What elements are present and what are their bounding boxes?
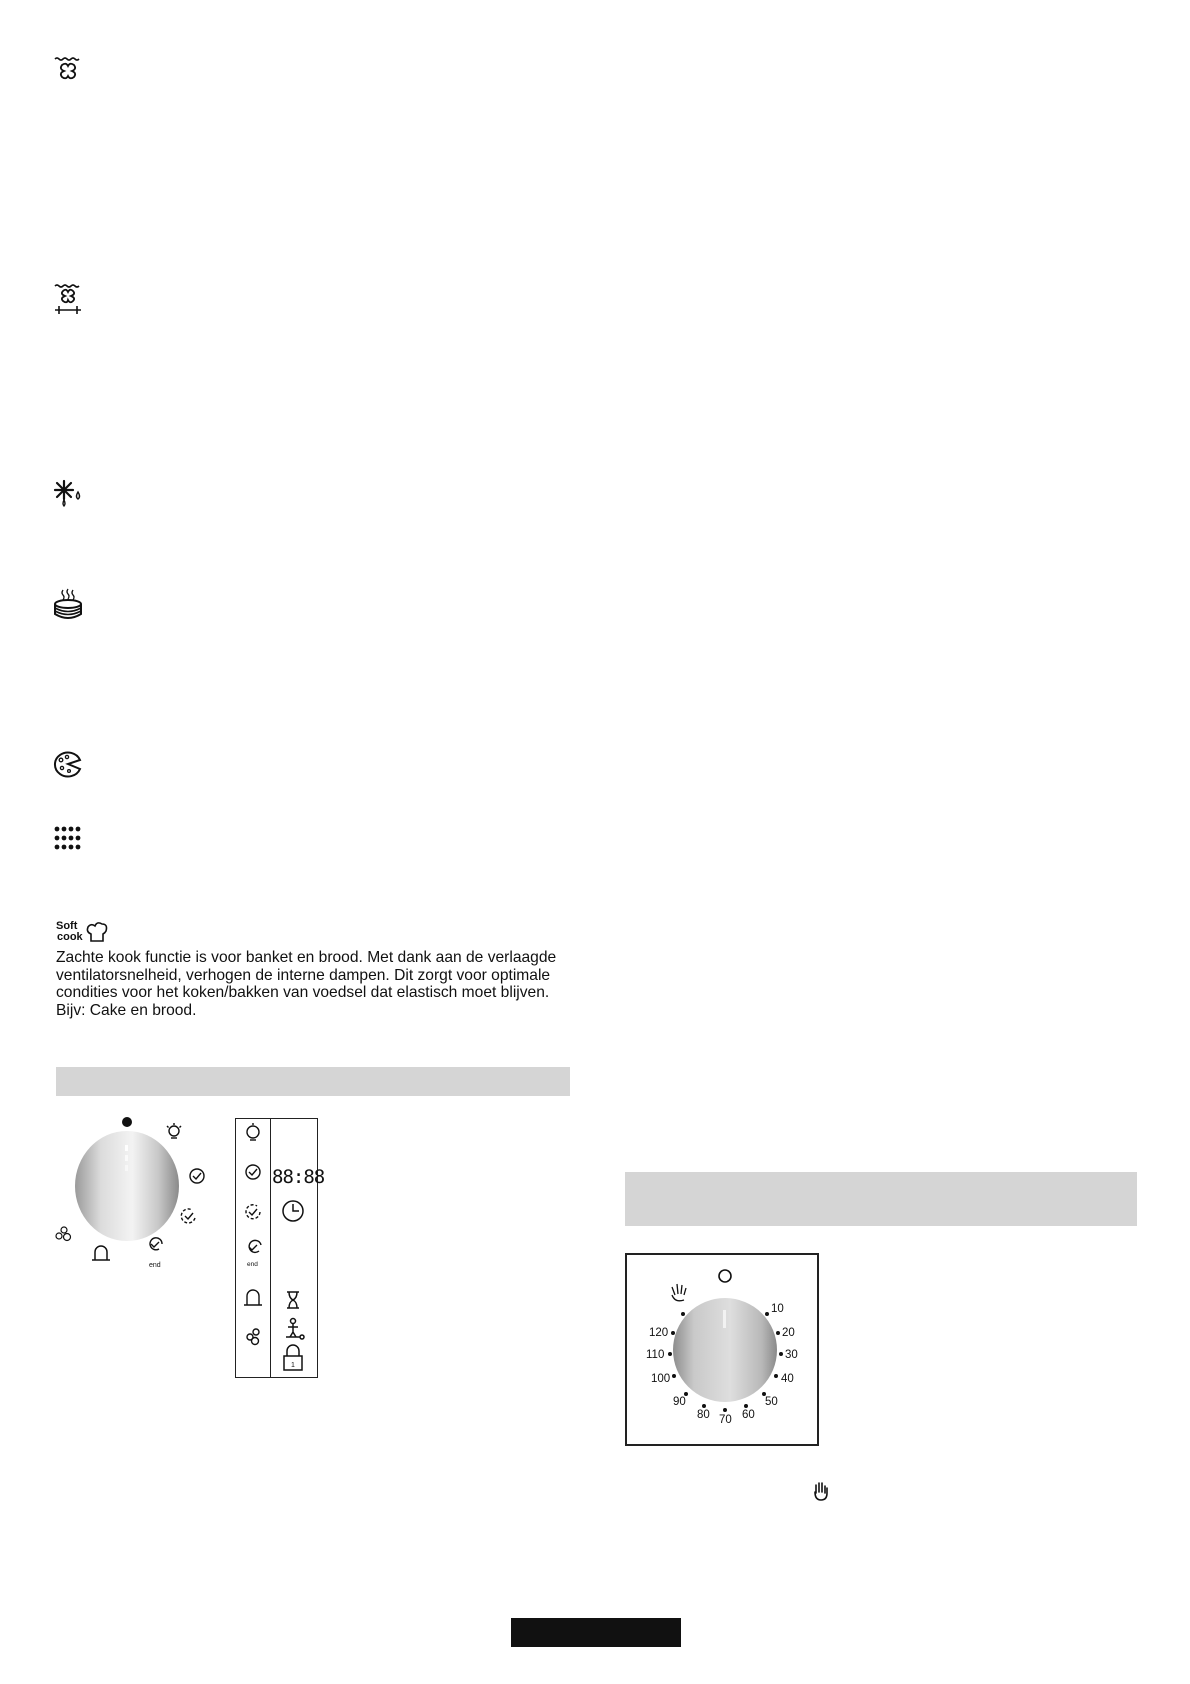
timer-dial [627, 1255, 817, 1444]
dot-grid-icon [52, 823, 84, 855]
dial-label-20: 20 [782, 1327, 795, 1339]
programmer-knob-diagram [50, 1112, 220, 1272]
pizza-icon [52, 748, 84, 780]
soft-cook-label-bottom: cook [57, 931, 83, 943]
defrost-steam-rack-icon [52, 283, 84, 315]
section-heading-bar-right [625, 1172, 1137, 1226]
dial-label-110: 110 [646, 1349, 665, 1361]
dial-label-100: 100 [651, 1373, 671, 1385]
soft-cook-label-top: Soft [56, 920, 78, 932]
soft-cook-line-3: condities voor het koken/bakken van voedsel dat elastisch moet blijven. [56, 984, 550, 1002]
page-footer-bar [511, 1618, 681, 1647]
knob-end-label: end [149, 1262, 161, 1269]
dial-label-120: 120 [649, 1327, 669, 1339]
programmer-panel-divider [270, 1118, 271, 1378]
soft-cook-line-2: ventilatorsnelheid, verhogen de interne dampen. Dit zorgt voor optimale [56, 966, 551, 984]
dial-label-50: 50 [765, 1396, 778, 1408]
stacked-plates-warming-icon [52, 588, 84, 620]
defrost-steam-icon [52, 55, 84, 87]
dial-label-90: 90 [673, 1396, 686, 1408]
dial-label-30: 30 [785, 1349, 798, 1361]
dial-hand-icon [672, 1284, 686, 1301]
soft-cook-chef-hat-icon [56, 921, 108, 947]
soft-cook-description [56, 949, 576, 1019]
hand-icon [812, 1481, 830, 1501]
dial-label-10: 10 [771, 1303, 784, 1315]
fan-water-icon [52, 478, 84, 510]
panel-icons-right [276, 1198, 316, 1378]
svg-text:end: end [247, 1261, 258, 1268]
dial-label-40: 40 [781, 1373, 794, 1385]
dial-label-60: 60 [742, 1409, 755, 1421]
dial-label-80: 80 [697, 1409, 710, 1421]
programmer-display-digits: 88:88 [272, 1166, 325, 1188]
section-heading-bar-left [56, 1067, 570, 1096]
soft-cook-line-1: Zachte kook functie is voor banket en brood. Met dank aan de verlaagde [56, 949, 557, 966]
svg-text:1: 1 [291, 1362, 295, 1369]
soft-cook-line-4: Bijv: Cake en brood. [56, 1001, 197, 1019]
panel-icons-left [238, 1122, 268, 1372]
dial-label-70: 70 [719, 1414, 732, 1426]
off-circle-icon [719, 1270, 731, 1282]
